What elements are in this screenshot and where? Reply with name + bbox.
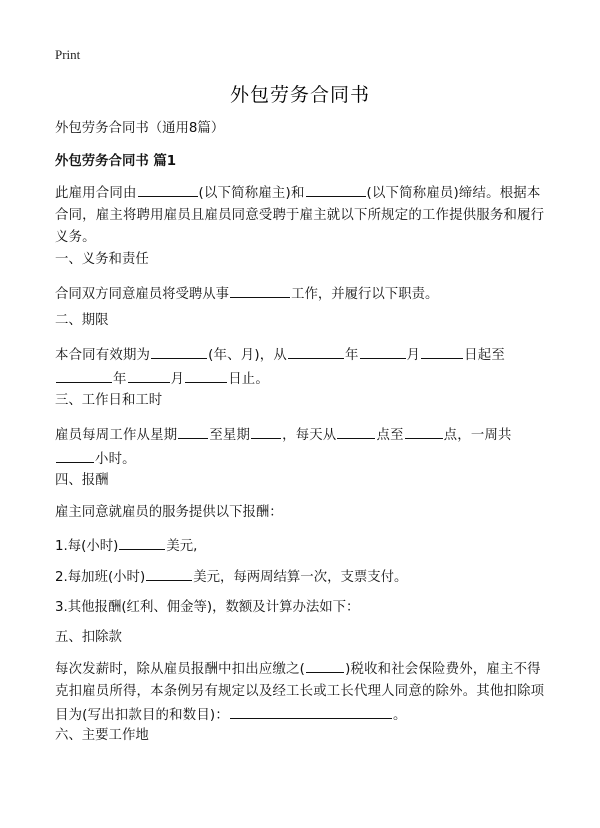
duties-text-a: 合同双方同意雇员将受聘从事 bbox=[55, 287, 230, 302]
term-text-h: 日止。 bbox=[228, 372, 269, 387]
hours-text-b: 至星期 bbox=[209, 428, 251, 443]
pay-overtime-text-b: 美元，每两周结算一次，支票支付。 bbox=[193, 570, 408, 585]
pay-overtime-text-a: 2.每加班(小时) bbox=[55, 570, 146, 585]
heading-pay: 四、报酬 bbox=[55, 473, 109, 488]
heading-deductions: 五、扣除款 bbox=[55, 630, 122, 645]
deduction-items-blank bbox=[230, 703, 392, 719]
employer-blank bbox=[138, 181, 198, 197]
heading-duties: 一、义务和责任 bbox=[55, 252, 149, 267]
heading-term: 二、期限 bbox=[55, 313, 109, 328]
term-text-g: 月 bbox=[170, 372, 185, 387]
heading-hours: 三、工作日和工时 bbox=[55, 393, 163, 408]
end-day-blank bbox=[185, 367, 227, 383]
weekly-hours-blank bbox=[56, 447, 94, 463]
pay-intro: 雇主同意就雇员的服务提供以下报酬： bbox=[55, 505, 283, 520]
term-text-f: 年 bbox=[113, 372, 127, 387]
hours-text-d: 点至 bbox=[376, 428, 404, 443]
heading-workplace: 六、主要工作地 bbox=[55, 728, 149, 743]
duties-paragraph bbox=[55, 282, 555, 306]
hours-text-f: 小时。 bbox=[95, 452, 136, 467]
print-link[interactable]: Print bbox=[55, 47, 81, 62]
hours-paragraph bbox=[55, 423, 549, 471]
term-length-blank bbox=[151, 343, 207, 359]
term-text-c: 年 bbox=[344, 348, 359, 363]
hours-text-a: 雇员每周工作从星期 bbox=[55, 428, 178, 443]
intro-paragraph bbox=[55, 181, 549, 249]
hours-text-e: 点，一周共 bbox=[443, 428, 512, 443]
deductions-text-c: 。 bbox=[392, 708, 407, 723]
pay-hourly-text-b: 美元, bbox=[166, 539, 198, 554]
end-year-blank bbox=[56, 367, 112, 383]
document-title: 外包劳务合同书 bbox=[229, 84, 370, 106]
deductions-text-a: 每次发薪时，除从雇员报酬中扣出应缴之( bbox=[55, 662, 306, 677]
term-text-e: 日起至 bbox=[464, 348, 505, 363]
pay-hourly-text-a: 1.每(小时) bbox=[55, 539, 119, 554]
tax-blank bbox=[306, 657, 344, 673]
document-subtitle: 外包劳务合同书（通用8篇） bbox=[55, 121, 225, 136]
pay-item-overtime bbox=[55, 565, 555, 589]
overtime-rate-blank bbox=[146, 565, 192, 581]
start-day-blank bbox=[421, 343, 463, 359]
hour-end-blank bbox=[405, 423, 443, 439]
term-text-b: (年、月)，从 bbox=[208, 348, 287, 363]
deductions-text-b: )税收和社会保险费外，雇主不得克扣雇员所得，本条例另有规定以及经工长或工长代理人同意的除外。其他扣除项目为(写出扣款目的和数目)： bbox=[55, 662, 545, 723]
duties-text-b: 工作，并履行以下职责。 bbox=[291, 287, 439, 302]
start-month-blank bbox=[360, 343, 406, 359]
hourly-rate-blank bbox=[119, 534, 165, 550]
start-year-blank bbox=[288, 343, 344, 359]
intro-text-c: (以下简称雇员)缔结。根据本合同，雇主将聘用雇员且雇员同意受聘于雇主就以下所规定的工作提供服务和履行义务。 bbox=[55, 186, 545, 245]
pay-item-other: 3.其他报酬(红利、佣金等)，数额及计算办法如下： bbox=[55, 600, 360, 615]
section-title: 外包劳务合同书 篇1 bbox=[55, 154, 177, 169]
hours-text-c: ，每天从 bbox=[282, 428, 337, 443]
job-blank bbox=[230, 282, 290, 298]
term-text-d: 月 bbox=[406, 348, 421, 363]
pay-item-hourly bbox=[55, 534, 555, 558]
hour-start-blank bbox=[337, 423, 375, 439]
term-text-a: 本合同有效期为 bbox=[55, 348, 151, 363]
weekday-end-blank bbox=[251, 423, 281, 439]
intro-text-b: (以下简称雇主)和 bbox=[198, 186, 305, 201]
intro-text-a: 此雇用合同由 bbox=[55, 186, 137, 201]
deductions-paragraph bbox=[55, 657, 549, 727]
term-paragraph bbox=[55, 343, 549, 391]
end-month-blank bbox=[128, 367, 170, 383]
weekday-start-blank bbox=[178, 423, 208, 439]
employee-blank bbox=[306, 181, 366, 197]
